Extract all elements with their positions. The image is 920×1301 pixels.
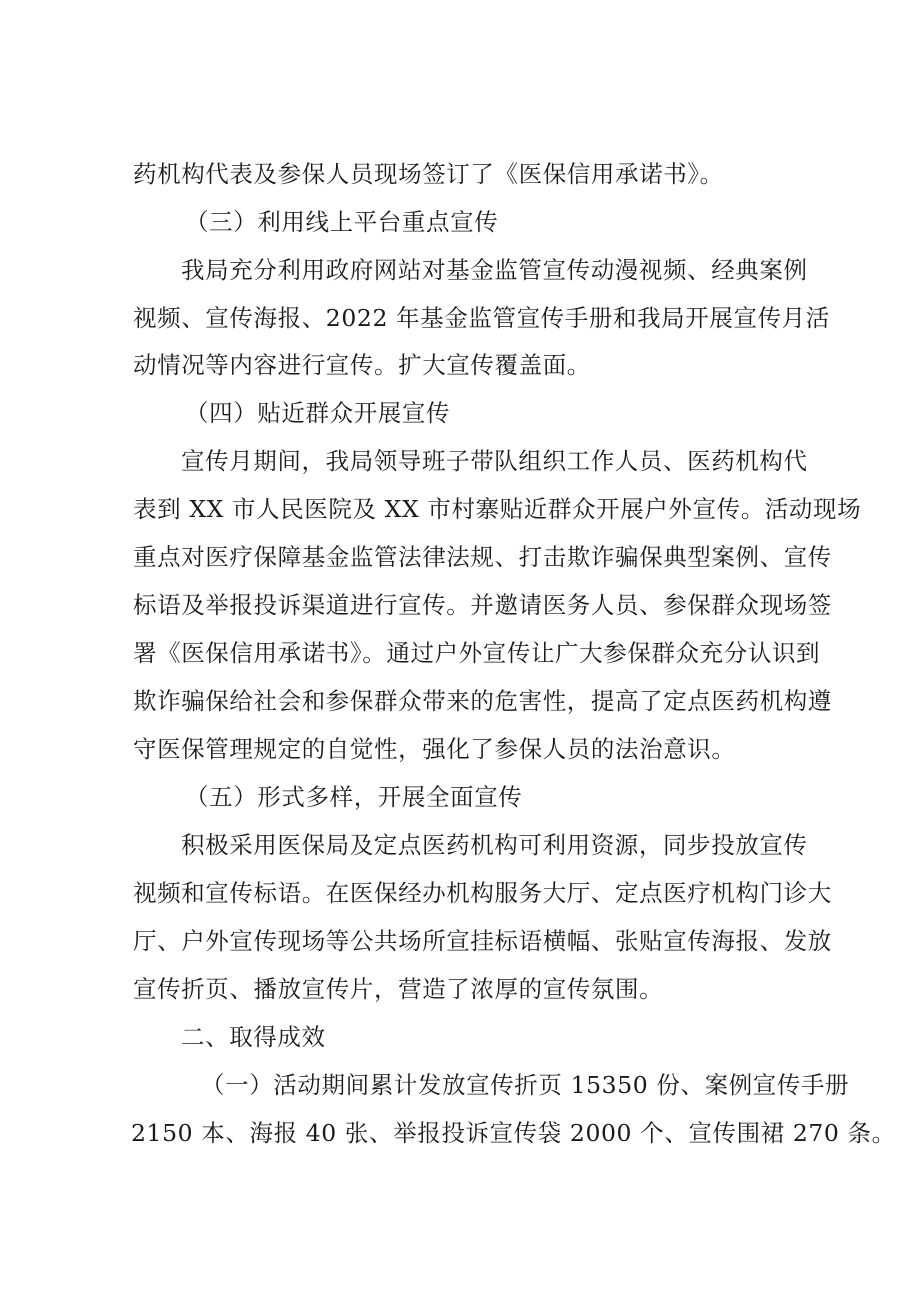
paragraph-line: 欺诈骗保给社会和参保群众带来的危害性，提高了定点医药机构遵 [133,687,832,715]
paragraph-line: 表到 XX 市人民医院及 XX 市村寨贴近群众开展户外宣传。活动现场 [133,495,862,523]
paragraph-line: 动情况等内容进行宣传。扩大宣传覆盖面。 [133,351,591,379]
paragraph-line: 厅、户外宣传现场等公共场所宣挂标语横幅、张贴宣传海报、发放 [133,927,832,955]
paragraph-line: 守医保管理规定的自觉性，强化了参保人员的法治意识。 [133,735,736,763]
paragraph-line: 标语及举报投诉渠道进行宣传。并邀请医务人员、参保群众现场签 [133,591,832,619]
paragraph-line: 重点对医疗保障基金监管法律法规、打击欺诈骗保典型案例、宣传 [133,543,832,571]
section-heading-results: 二、取得成效 [181,1023,326,1051]
paragraph-line: 署《医保信用承诺书》。通过户外宣传让广大参保群众充分认识到 [133,639,821,667]
paragraph-line: 宣传月期间，我局领导班子带队组织工作人员、医药机构代 [181,447,808,475]
paragraph-line: 积极采用医保局及定点医药机构可利用资源，同步投放宣传 [181,831,808,859]
paragraph-line: 视频和宣传标语。在医保经办机构服务大厅、定点医疗机构门诊大 [133,879,832,907]
paragraph-line: 宣传折页、播放宣传片，营造了浓厚的宣传氛围。 [133,975,664,1003]
paragraph-line: 2150 本、海报 40 张、举报投诉宣传袋 2000 个、宣传围裙 270 条。 [131,1119,896,1147]
paragraph-line: 视频、宣传海报、2022 年基金监管宣传手册和我局开展宣传月活 [133,304,830,332]
paragraph-line: 药机构代表及参保人员现场签订了《医保信用承诺书》。 [133,160,724,188]
section-heading-3: （三）利用线上平台重点宣传 [185,208,499,236]
paragraph-line: （一）活动期间累计发放宣传折页 15350 份、案例宣传手册 [201,1071,850,1099]
section-heading-4: （四）贴近群众开展宣传 [185,399,451,427]
paragraph-line: 我局充分利用政府网站对基金监管宣传动漫视频、经典案例 [181,256,808,284]
section-heading-5: （五）形式多样，开展全面宣传 [185,783,523,811]
